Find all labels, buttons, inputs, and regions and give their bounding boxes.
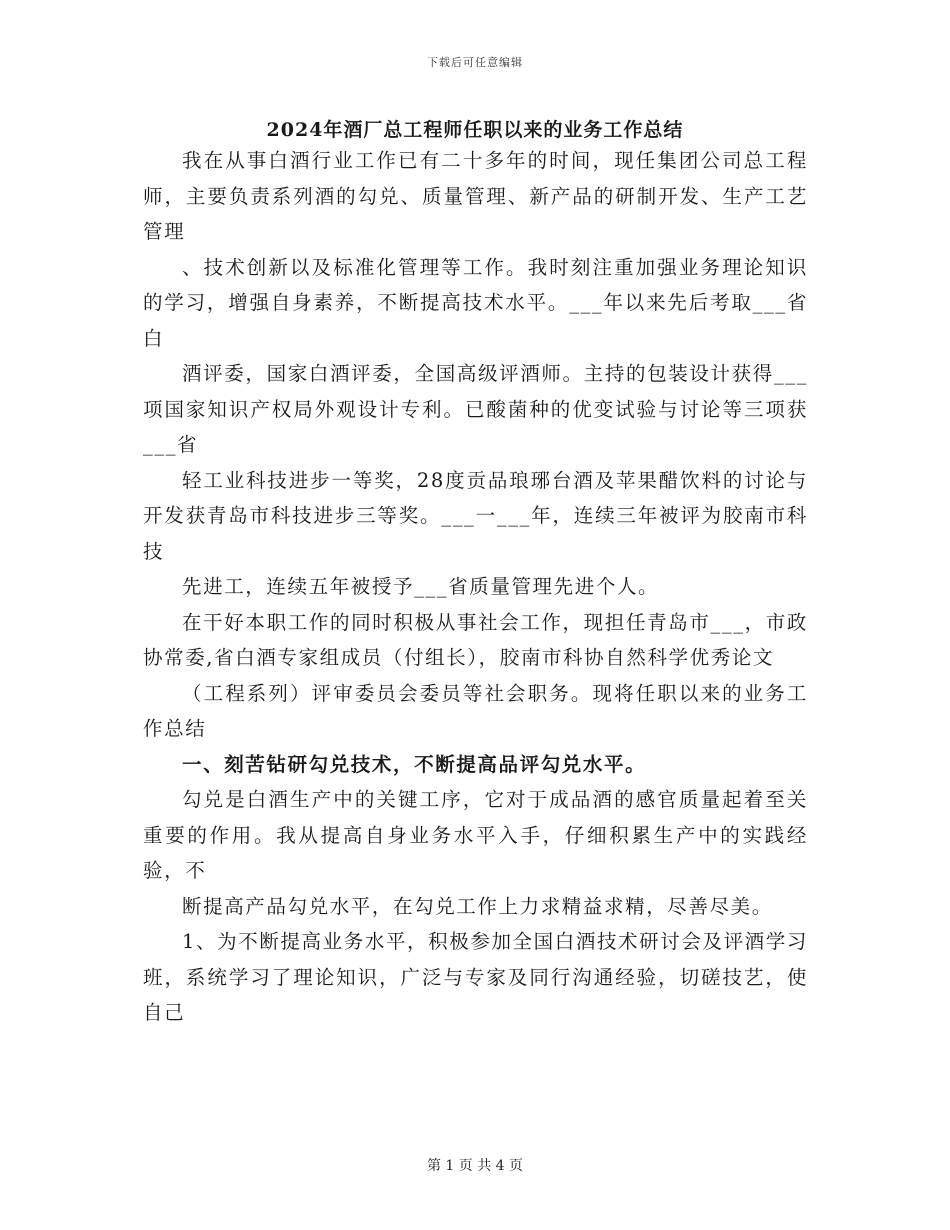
paragraph: 、技术创新以及标准化管理等工作。我时刻注重加强业务理论知识的学习，增强自身素养，不断提高技术水平。___年以来先后考取___省白 xyxy=(143,255,808,350)
paragraph: 轻工业科技进步一等奖，28度贡品琅琊台酒及苹果醋饮料的讨论与开发获青岛市科技进步三等奖。___一___年，连续三年被评为胶南市科技 xyxy=(143,468,808,563)
page-footer: 第 1 页 共 4 页 xyxy=(426,1158,524,1174)
section-heading: 一、刻苦钻研勾兑技术，不断提高品评勾兑水平。 xyxy=(182,752,647,776)
header-note: 下载后可任意编辑 xyxy=(427,56,523,69)
paragraph: 我在从事白酒行业工作已有二十多年的时间，现任集团公司总工程师，主要负责系列酒的勾兑、质量管理、新产品的研制开发、生产工艺管理 xyxy=(143,149,808,243)
paragraph: 先进工，连续五年被授予___省质量管理先进个人。 xyxy=(182,575,660,598)
paragraph: 酒评委，国家白酒评委，全国高级评酒师。主持的包装设计获得___项国家知识产权局外观设计专利。已酸菌种的优变试验与讨论等三项获___省 xyxy=(143,362,808,456)
paragraph: 断提高产品勾兑水平，在勾兑工作上力求精益求精，尽善尽美。 xyxy=(182,894,773,918)
document-body xyxy=(143,143,808,1031)
document-title: 2024年酒厂总工程师任职以来的业务工作总结 xyxy=(266,119,684,141)
paragraph: （工程系列）评审委员会委员等社会职务。现将任职以来的业务工作总结 xyxy=(143,681,808,740)
paragraph: 在干好本职工作的同时积极从事社会工作，现担任青岛市___，市政协常委,省白酒专家组成员（付组长），胶南市科协自然科学优秀论文 xyxy=(143,610,808,669)
paragraph: 1、为不断提高业务水平，积极参加全国白酒技术研讨会及评酒学习班，系统学习了理论知识，广泛与专家及同行沟通经验，切磋技艺，使自己 xyxy=(143,930,808,1024)
paragraph: 勾兑是白酒生产中的关键工序，它对于成品酒的感官质量起着至关重要的作用。我从提高自身业务水平入手，仔细积累生产中的实践经验，不 xyxy=(143,788,808,882)
